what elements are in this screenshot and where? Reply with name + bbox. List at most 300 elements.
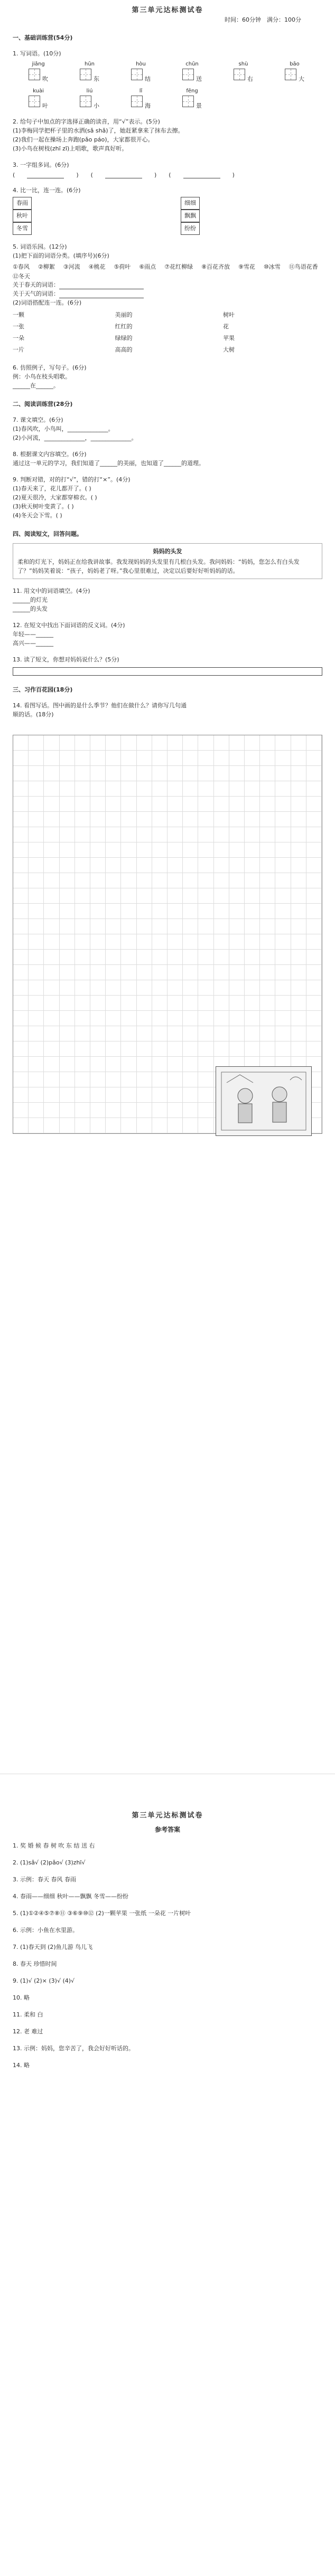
grid-cell[interactable] <box>106 1011 121 1026</box>
grid-cell[interactable] <box>245 888 260 904</box>
match-item[interactable]: 秋叶 <box>13 210 32 222</box>
grid-cell[interactable] <box>137 1011 152 1026</box>
grid-cell[interactable] <box>90 934 106 950</box>
grid-cell[interactable] <box>152 873 168 888</box>
grid-cell[interactable] <box>168 751 183 766</box>
grid-cell[interactable] <box>60 751 75 766</box>
grid-cell[interactable] <box>29 1011 44 1026</box>
grid-cell[interactable] <box>121 904 136 919</box>
grid-cell[interactable] <box>44 827 59 842</box>
grid-cell[interactable] <box>90 1118 106 1133</box>
grid-cell[interactable] <box>152 1041 168 1057</box>
q8-text[interactable]: 通过这一单元的学习，我们知道了______的美丽，也知道了______的道理。 <box>13 460 204 467</box>
grid-cell[interactable] <box>229 827 245 842</box>
pair-item[interactable]: 苹果 <box>223 335 235 342</box>
pair-item[interactable]: 高高的 <box>115 346 133 353</box>
grid-cell[interactable] <box>90 888 106 904</box>
grid-cell[interactable] <box>106 1026 121 1041</box>
grid-cell[interactable] <box>306 735 322 751</box>
grid-cell[interactable] <box>60 965 75 980</box>
grid-cell[interactable] <box>214 827 229 842</box>
grid-cell[interactable] <box>90 1103 106 1118</box>
grid-cell[interactable] <box>13 1057 29 1072</box>
q9-item[interactable]: (4)冬天会下雪。( ) <box>13 512 62 519</box>
grid-cell[interactable] <box>106 1103 121 1118</box>
grid-cell[interactable] <box>75 965 90 980</box>
grid-cell[interactable] <box>44 980 59 996</box>
grid-cell[interactable] <box>183 950 198 965</box>
grid-cell[interactable] <box>152 1011 168 1026</box>
grid-cell[interactable] <box>229 735 245 751</box>
grid-cell[interactable] <box>260 751 275 766</box>
grid-cell[interactable] <box>121 1118 136 1133</box>
grid-cell[interactable] <box>106 812 121 827</box>
grid-cell[interactable] <box>121 950 136 965</box>
grid-cell[interactable] <box>214 965 229 980</box>
grid-cell[interactable] <box>275 797 291 812</box>
grid-cell[interactable] <box>183 781 198 797</box>
grid-cell[interactable] <box>106 1118 121 1133</box>
grid-cell[interactable] <box>121 797 136 812</box>
grid-cell[interactable] <box>291 996 306 1011</box>
grid-cell[interactable] <box>13 919 29 934</box>
pair-item[interactable]: 大树 <box>223 346 235 353</box>
grid-cell[interactable] <box>106 1057 121 1072</box>
grid-cell[interactable] <box>121 980 136 996</box>
grid-cell[interactable] <box>214 888 229 904</box>
grid-cell[interactable] <box>60 950 75 965</box>
answer-blank[interactable] <box>27 172 64 178</box>
grid-cell[interactable] <box>229 965 245 980</box>
grid-cell[interactable] <box>121 1041 136 1057</box>
grid-cell[interactable] <box>183 1118 198 1133</box>
grid-cell[interactable] <box>152 842 168 858</box>
grid-cell[interactable] <box>137 965 152 980</box>
grid-cell[interactable] <box>275 766 291 781</box>
answer-line[interactable] <box>13 667 322 676</box>
grid-cell[interactable] <box>198 980 213 996</box>
grid-cell[interactable] <box>90 735 106 751</box>
grid-cell[interactable] <box>44 950 59 965</box>
grid-cell[interactable] <box>260 858 275 873</box>
grid-cell[interactable] <box>168 797 183 812</box>
grid-cell[interactable] <box>60 1118 75 1133</box>
grid-cell[interactable] <box>121 1011 136 1026</box>
grid-cell[interactable] <box>90 904 106 919</box>
grid-cell[interactable] <box>214 950 229 965</box>
grid-cell[interactable] <box>13 1041 29 1057</box>
grid-cell[interactable] <box>306 1026 322 1041</box>
grid-cell[interactable] <box>121 888 136 904</box>
grid-cell[interactable] <box>183 934 198 950</box>
grid-cell[interactable] <box>152 980 168 996</box>
grid-cell[interactable] <box>44 735 59 751</box>
grid-cell[interactable] <box>13 751 29 766</box>
grid-cell[interactable] <box>106 735 121 751</box>
answer-blank[interactable] <box>59 291 144 298</box>
grid-cell[interactable] <box>137 781 152 797</box>
grid-cell[interactable] <box>152 781 168 797</box>
grid-cell[interactable] <box>44 842 59 858</box>
grid-cell[interactable] <box>106 858 121 873</box>
grid-cell[interactable] <box>306 858 322 873</box>
grid-cell[interactable] <box>152 766 168 781</box>
grid-cell[interactable] <box>152 1072 168 1087</box>
grid-cell[interactable] <box>106 950 121 965</box>
grid-cell[interactable] <box>168 996 183 1011</box>
grid-cell[interactable] <box>168 1072 183 1087</box>
grid-cell[interactable] <box>13 888 29 904</box>
grid-cell[interactable] <box>198 996 213 1011</box>
grid-cell[interactable] <box>90 965 106 980</box>
grid-cell[interactable] <box>214 919 229 934</box>
grid-cell[interactable] <box>106 797 121 812</box>
grid-cell[interactable] <box>152 1057 168 1072</box>
grid-cell[interactable] <box>306 919 322 934</box>
grid-cell[interactable] <box>152 858 168 873</box>
pair-item[interactable]: 一颗 <box>13 311 24 318</box>
grid-cell[interactable] <box>60 919 75 934</box>
grid-cell[interactable] <box>137 950 152 965</box>
grid-cell[interactable] <box>13 873 29 888</box>
grid-cell[interactable] <box>168 1057 183 1072</box>
grid-cell[interactable] <box>13 827 29 842</box>
grid-cell[interactable] <box>152 827 168 842</box>
grid-cell[interactable] <box>245 827 260 842</box>
grid-cell[interactable] <box>168 980 183 996</box>
grid-cell[interactable] <box>168 873 183 888</box>
grid-cell[interactable] <box>29 858 44 873</box>
grid-cell[interactable] <box>214 797 229 812</box>
grid-cell[interactable] <box>75 1072 90 1087</box>
grid-cell[interactable] <box>245 1011 260 1026</box>
grid-cell[interactable] <box>90 766 106 781</box>
grid-cell[interactable] <box>44 1118 59 1133</box>
grid-cell[interactable] <box>121 919 136 934</box>
grid-cell[interactable] <box>229 904 245 919</box>
grid-cell[interactable] <box>29 919 44 934</box>
grid-cell[interactable] <box>214 766 229 781</box>
answer-blank[interactable] <box>183 172 220 178</box>
grid-cell[interactable] <box>198 735 213 751</box>
grid-cell[interactable] <box>75 950 90 965</box>
grid-cell[interactable] <box>168 1026 183 1041</box>
grid-cell[interactable] <box>75 797 90 812</box>
grid-cell[interactable] <box>106 781 121 797</box>
grid-cell[interactable] <box>121 1087 136 1103</box>
grid-cell[interactable] <box>44 934 59 950</box>
grid-cell[interactable] <box>275 735 291 751</box>
pair-item[interactable]: 一朵 <box>13 335 24 342</box>
grid-cell[interactable] <box>44 1026 59 1041</box>
grid-cell[interactable] <box>183 735 198 751</box>
grid-cell[interactable] <box>306 965 322 980</box>
grid-cell[interactable] <box>75 904 90 919</box>
grid-cell[interactable] <box>60 904 75 919</box>
grid-cell[interactable] <box>137 842 152 858</box>
grid-cell[interactable] <box>275 858 291 873</box>
grid-cell[interactable] <box>13 980 29 996</box>
grid-cell[interactable] <box>60 735 75 751</box>
grid-cell[interactable] <box>60 1041 75 1057</box>
grid-cell[interactable] <box>168 904 183 919</box>
grid-cell[interactable] <box>75 1118 90 1133</box>
grid-cell[interactable] <box>198 1011 213 1026</box>
tian-box[interactable] <box>29 69 40 80</box>
grid-cell[interactable] <box>260 996 275 1011</box>
grid-cell[interactable] <box>245 904 260 919</box>
grid-cell[interactable] <box>183 842 198 858</box>
q9-item[interactable]: (3)秋天树叶变黄了。( ) <box>13 503 74 510</box>
grid-cell[interactable] <box>275 888 291 904</box>
grid-cell[interactable] <box>60 888 75 904</box>
grid-cell[interactable] <box>90 1057 106 1072</box>
grid-cell[interactable] <box>121 934 136 950</box>
grid-cell[interactable] <box>306 996 322 1011</box>
grid-cell[interactable] <box>260 950 275 965</box>
grid-cell[interactable] <box>183 858 198 873</box>
pair-item[interactable]: 红红的 <box>115 323 133 330</box>
grid-cell[interactable] <box>229 766 245 781</box>
grid-cell[interactable] <box>245 781 260 797</box>
grid-cell[interactable] <box>260 797 275 812</box>
grid-cell[interactable] <box>291 934 306 950</box>
grid-cell[interactable] <box>60 996 75 1011</box>
grid-cell[interactable] <box>152 919 168 934</box>
grid-cell[interactable] <box>44 766 59 781</box>
grid-cell[interactable] <box>137 766 152 781</box>
grid-cell[interactable] <box>260 766 275 781</box>
grid-cell[interactable] <box>291 888 306 904</box>
q7-item[interactable]: (1)春风吹，小鸟叫，______________。 <box>13 425 114 432</box>
grid-cell[interactable] <box>121 827 136 842</box>
grid-cell[interactable] <box>260 904 275 919</box>
grid-cell[interactable] <box>60 1057 75 1072</box>
grid-cell[interactable] <box>44 1103 59 1118</box>
grid-cell[interactable] <box>229 919 245 934</box>
grid-cell[interactable] <box>13 1072 29 1087</box>
grid-cell[interactable] <box>306 766 322 781</box>
grid-cell[interactable] <box>245 735 260 751</box>
grid-cell[interactable] <box>90 827 106 842</box>
grid-cell[interactable] <box>44 965 59 980</box>
grid-cell[interactable] <box>183 751 198 766</box>
tian-box[interactable] <box>182 69 194 80</box>
grid-cell[interactable] <box>183 965 198 980</box>
grid-cell[interactable] <box>260 812 275 827</box>
grid-cell[interactable] <box>60 812 75 827</box>
grid-cell[interactable] <box>214 751 229 766</box>
grid-cell[interactable] <box>198 1103 213 1118</box>
grid-cell[interactable] <box>291 735 306 751</box>
grid-cell[interactable] <box>75 1026 90 1041</box>
grid-cell[interactable] <box>152 812 168 827</box>
grid-cell[interactable] <box>168 934 183 950</box>
grid-cell[interactable] <box>121 766 136 781</box>
grid-cell[interactable] <box>168 965 183 980</box>
grid-cell[interactable] <box>229 888 245 904</box>
grid-cell[interactable] <box>198 842 213 858</box>
answer-blank[interactable] <box>59 282 144 289</box>
grid-cell[interactable] <box>29 980 44 996</box>
grid-cell[interactable] <box>60 1026 75 1041</box>
grid-cell[interactable] <box>275 996 291 1011</box>
grid-cell[interactable] <box>44 1057 59 1072</box>
grid-cell[interactable] <box>306 904 322 919</box>
grid-cell[interactable] <box>121 735 136 751</box>
grid-cell[interactable] <box>29 1103 44 1118</box>
grid-cell[interactable] <box>260 735 275 751</box>
grid-cell[interactable] <box>198 812 213 827</box>
grid-cell[interactable] <box>229 980 245 996</box>
grid-cell[interactable] <box>183 1041 198 1057</box>
grid-cell[interactable] <box>198 950 213 965</box>
q11-item[interactable]: ______的头发 <box>13 605 48 612</box>
grid-cell[interactable] <box>60 980 75 996</box>
grid-cell[interactable] <box>245 873 260 888</box>
pair-item[interactable]: 花 <box>223 323 229 330</box>
grid-cell[interactable] <box>275 1011 291 1026</box>
grid-cell[interactable] <box>291 1026 306 1041</box>
grid-cell[interactable] <box>229 781 245 797</box>
grid-cell[interactable] <box>152 950 168 965</box>
grid-cell[interactable] <box>137 1057 152 1072</box>
grid-cell[interactable] <box>291 980 306 996</box>
tian-box[interactable] <box>29 96 40 107</box>
grid-cell[interactable] <box>90 919 106 934</box>
grid-cell[interactable] <box>44 904 59 919</box>
grid-cell[interactable] <box>137 1087 152 1103</box>
grid-cell[interactable] <box>306 797 322 812</box>
grid-cell[interactable] <box>44 1011 59 1026</box>
grid-cell[interactable] <box>183 1103 198 1118</box>
grid-cell[interactable] <box>75 980 90 996</box>
grid-cell[interactable] <box>60 873 75 888</box>
tian-box[interactable] <box>182 96 194 107</box>
q12-item[interactable]: 高兴——______ <box>13 640 53 647</box>
grid-cell[interactable] <box>198 781 213 797</box>
grid-cell[interactable] <box>168 827 183 842</box>
grid-cell[interactable] <box>183 904 198 919</box>
grid-cell[interactable] <box>260 919 275 934</box>
grid-cell[interactable] <box>306 781 322 797</box>
grid-cell[interactable] <box>29 735 44 751</box>
grid-cell[interactable] <box>13 1103 29 1118</box>
grid-cell[interactable] <box>291 919 306 934</box>
q7-item[interactable]: (2)小河流，______________，______________。 <box>13 434 137 441</box>
grid-cell[interactable] <box>152 1118 168 1133</box>
grid-cell[interactable] <box>44 1087 59 1103</box>
grid-cell[interactable] <box>198 766 213 781</box>
grid-cell[interactable] <box>90 751 106 766</box>
grid-cell[interactable] <box>229 950 245 965</box>
grid-cell[interactable] <box>137 858 152 873</box>
grid-cell[interactable] <box>13 842 29 858</box>
grid-cell[interactable] <box>245 965 260 980</box>
grid-cell[interactable] <box>152 1026 168 1041</box>
grid-cell[interactable] <box>121 1103 136 1118</box>
grid-cell[interactable] <box>291 1041 306 1057</box>
q11-item[interactable]: ______的灯光 <box>13 596 48 603</box>
grid-cell[interactable] <box>13 766 29 781</box>
grid-cell[interactable] <box>291 858 306 873</box>
grid-cell[interactable] <box>106 827 121 842</box>
grid-cell[interactable] <box>90 797 106 812</box>
grid-cell[interactable] <box>90 1011 106 1026</box>
grid-cell[interactable] <box>198 873 213 888</box>
grid-cell[interactable] <box>214 1026 229 1041</box>
grid-cell[interactable] <box>121 965 136 980</box>
pair-item[interactable]: 树叶 <box>223 311 235 318</box>
grid-cell[interactable] <box>291 873 306 888</box>
grid-cell[interactable] <box>245 751 260 766</box>
grid-cell[interactable] <box>168 735 183 751</box>
grid-cell[interactable] <box>229 996 245 1011</box>
grid-cell[interactable] <box>13 797 29 812</box>
grid-cell[interactable] <box>75 873 90 888</box>
grid-cell[interactable] <box>13 950 29 965</box>
grid-cell[interactable] <box>75 842 90 858</box>
grid-cell[interactable] <box>29 1057 44 1072</box>
grid-cell[interactable] <box>29 812 44 827</box>
grid-cell[interactable] <box>152 1103 168 1118</box>
grid-cell[interactable] <box>198 751 213 766</box>
grid-cell[interactable] <box>106 751 121 766</box>
grid-cell[interactable] <box>90 996 106 1011</box>
grid-cell[interactable] <box>275 950 291 965</box>
grid-cell[interactable] <box>229 873 245 888</box>
match-item[interactable]: 冬雪 <box>13 222 32 235</box>
grid-cell[interactable] <box>183 873 198 888</box>
grid-cell[interactable] <box>275 842 291 858</box>
grid-cell[interactable] <box>245 842 260 858</box>
grid-cell[interactable] <box>245 980 260 996</box>
grid-cell[interactable] <box>245 919 260 934</box>
grid-cell[interactable] <box>152 996 168 1011</box>
grid-cell[interactable] <box>13 812 29 827</box>
grid-cell[interactable] <box>137 1041 152 1057</box>
grid-cell[interactable] <box>183 1087 198 1103</box>
grid-cell[interactable] <box>168 1087 183 1103</box>
grid-cell[interactable] <box>44 919 59 934</box>
grid-cell[interactable] <box>306 950 322 965</box>
grid-cell[interactable] <box>44 858 59 873</box>
grid-cell[interactable] <box>44 1072 59 1087</box>
grid-cell[interactable] <box>121 996 136 1011</box>
grid-cell[interactable] <box>275 1026 291 1041</box>
grid-cell[interactable] <box>29 888 44 904</box>
grid-cell[interactable] <box>306 1011 322 1026</box>
grid-cell[interactable] <box>229 751 245 766</box>
pair-item[interactable]: 美丽的 <box>115 311 133 318</box>
grid-cell[interactable] <box>75 781 90 797</box>
grid-cell[interactable] <box>260 1011 275 1026</box>
grid-cell[interactable] <box>260 1041 275 1057</box>
grid-cell[interactable] <box>106 1041 121 1057</box>
grid-cell[interactable] <box>275 781 291 797</box>
grid-cell[interactable] <box>245 950 260 965</box>
grid-cell[interactable] <box>29 781 44 797</box>
grid-cell[interactable] <box>183 996 198 1011</box>
grid-cell[interactable] <box>260 781 275 797</box>
q12-item[interactable]: 年轻——______ <box>13 631 53 638</box>
grid-cell[interactable] <box>245 996 260 1011</box>
grid-cell[interactable] <box>29 1118 44 1133</box>
grid-cell[interactable] <box>60 781 75 797</box>
grid-cell[interactable] <box>275 812 291 827</box>
grid-cell[interactable] <box>90 812 106 827</box>
grid-cell[interactable] <box>291 904 306 919</box>
